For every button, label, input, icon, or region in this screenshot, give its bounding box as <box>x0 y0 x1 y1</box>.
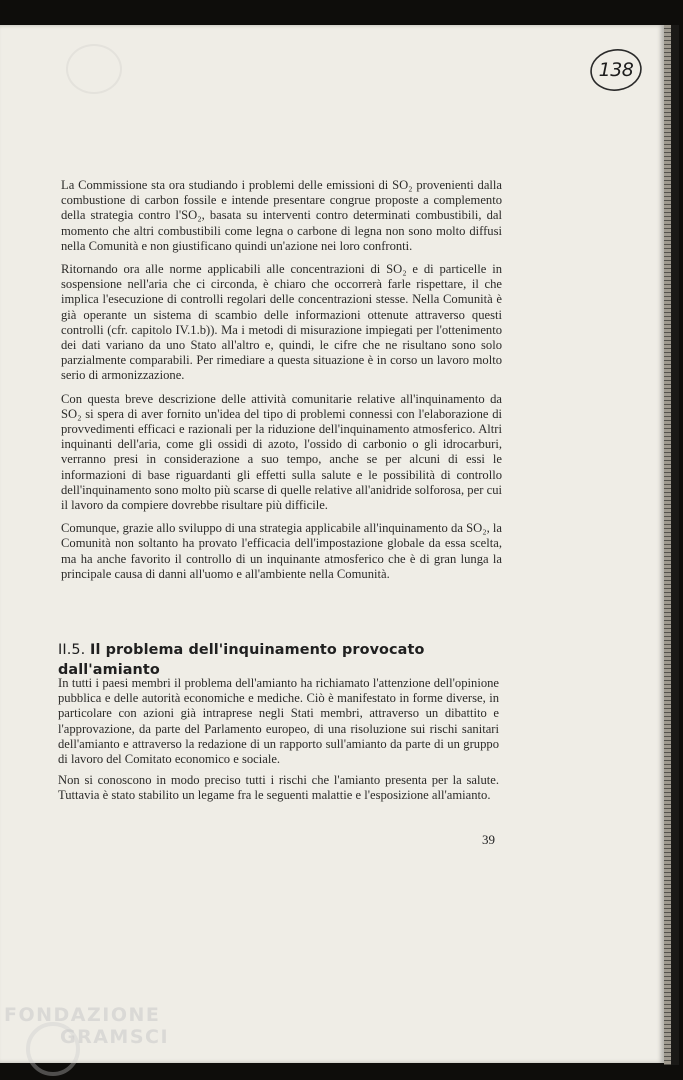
folio-number: 138 <box>598 59 634 81</box>
body-text-bottom <box>58 676 499 810</box>
body-text-top <box>61 178 502 590</box>
binding-edge <box>671 25 679 1065</box>
section-number: II.5. <box>58 642 86 658</box>
paragraph-descrizione: Con questa breve descrizione delle attività comunitarie relative all'inquinamento da SO₂ si spera di aver fornito un'idea del tipo di problemi connessi con l'elaborazione di provvedimenti efficaci e razionali per la riduzione dell'inquinamento atmosferico. Altri inquinanti dell'aria, come gli ossidi di azoto, l'ossido di carbonio o gli idrocarburi, verranno presi in considerazione a suo tempo, anche se per alcuni di essi le informazioni di base riguardanti gli effetti sulla salute e le possibilità di controllo dell'inquinamento sono molto più scarse di quelle relative all'anidride solforosa, per cui il lavoro da compiere dovrebbe risultare più difficile. <box>61 391 502 513</box>
paragraph-norme: Ritornando ora alle norme applicabili alle concentrazioni di SO₂ e di particelle in sospensione nell'aria che ci circonda, è chiaro che occorrerà farle rispettare, il che implica l'esecuzione di controlli regolari delle concentrazioni stesse. Nella Comunità è già operante un sistema di scambio delle informazioni ottenute attraverso questi controlli (cfr. capitolo IV.1.b)). Ma i metodi di misurazione impiegati per l'ottenimento dei dati variano da uno Stato all'altro e, quindi, le cifre che ne risultano sono solo parzialmente comparabili. Per rimediare a questa situazione è in corso un lavoro molto serio di armonizzazione. <box>61 262 502 383</box>
paragraph-emissioni: La Commissione sta ora studiando i problemi delle emissioni di SO₂ provenienti dalla combustione di carbon fossile e intende presentare congrue proposte a complemento della strategia contro l'SO₂, basata su interventi contro determinati combustibili, dal momento che altri combustibili come legna o carbone di legna non sono molto diffusi nella Comunità e non giustificano quindi un'azione nei loro confronti. <box>61 178 502 253</box>
watermark-line-1: FONDAZIONE <box>4 1004 161 1026</box>
page-number: 39 <box>482 832 495 847</box>
paragraph-amianto-attenzione: In tutti i paesi membri il problema dell'amianto ha richiamato l'attenzione dell'opinione pubblica e delle autorità economiche e mediche. Ciò è manifestato in forme diverse, in particolare con azioni già intraprese negli Stati membri, attraverso un dibattito e l'approvazione, da parte del Parlamento europeo, di una risoluzione sui rischi sanitari dell'amianto e attraverso la redazione di un rapporto sull'amianto da parte di un gruppo di lavoro del Comitato economico e sociale. <box>58 676 499 767</box>
paragraph-strategia: Comunque, grazie allo sviluppo di una strategia applicabile all'inquinamento da SO₂, la Comunità non soltanto ha provato l'efficacia dell'impostazione globale da essa scelta, ma ha anche favorito il controllo di un inquinante atmosferico che è di gran lunga la principale causa di danni all'uomo e all'ambiente nella Comunità. <box>61 521 502 581</box>
paragraph-amianto-rischi: Non si conoscono in modo preciso tutti i rischi che l'amianto presenta per la salute. Tuttavia è stato stabilito un legame fra le seguenti malattie e l'esposizione all'amianto. <box>58 773 499 803</box>
watermark-line-2: GRAMSCI <box>60 1026 170 1048</box>
faded-stamp-mark <box>66 44 122 94</box>
watermark <box>4 1004 169 1048</box>
section-title: Il problema dell'inquinamento provocato dall'amianto <box>58 642 425 678</box>
folio-stamp <box>588 46 644 94</box>
section-heading <box>58 640 518 680</box>
